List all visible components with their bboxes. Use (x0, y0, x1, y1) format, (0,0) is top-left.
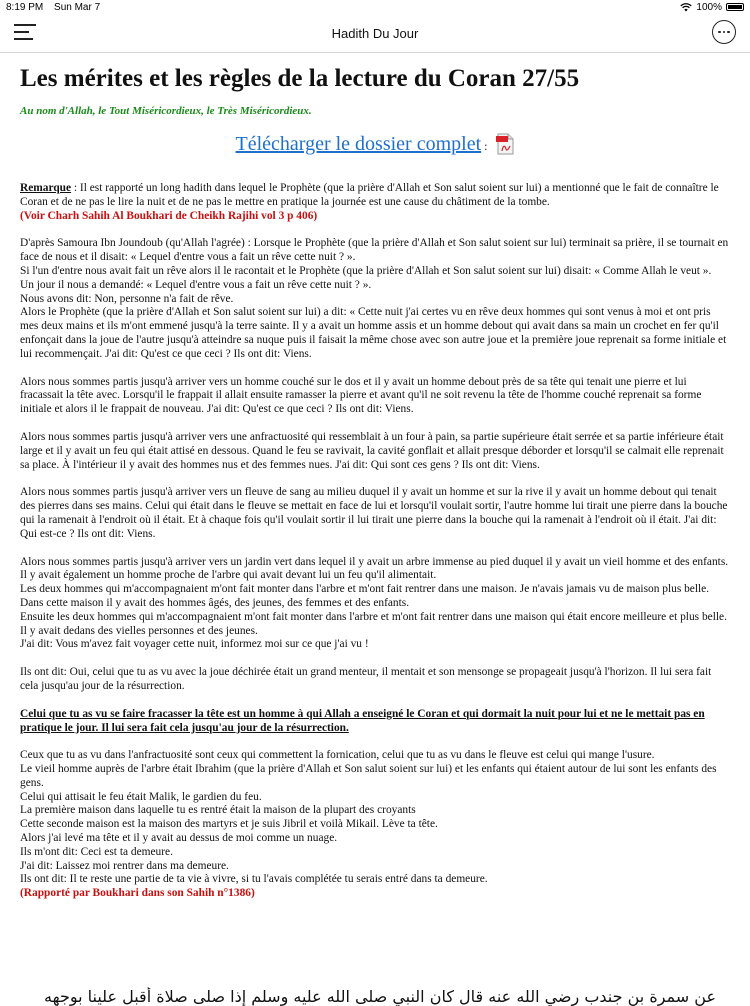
text-line: Celui qui attisait le feu était Malik, le gardien du feu. (20, 790, 262, 803)
text-line: Alors le Prophète (que la prière d'Allah et Son salut soient sur lui) a dit: « Cette nuit j'ai certes vu en rêve deux hommes qui sont venus à moi et ont pris mes deux mains et ils m'ont emmené jusqu'à la terre sainte. Il y a avait un homme assis et un homme debout qui avait dans sa main un crochet en fer qu'il enfonçait dans la joue de l'autre jusqu'à atteindre sa nuque puis il faisait la même chose avec son autre joue et la première joue reprenait sa forme initiale et lui recommençait. J'ai dit: Qu'est ce que ceci ? Ils ont dit: Viens. (20, 306, 727, 360)
text-line: Alors nous sommes partis jusqu'à arriver vers un jardin vert dans lequel il y avait un arbre immense au pied duquel il y avait un vieil homme et des enfants. Il y avait également un homme proche de l'arbre qui avait devant lui un feu qu'il alimentait. (20, 555, 729, 582)
paragraph-stone: Alors nous sommes partis jusqu'à arriver vers un homme couché sur le dos et il y avait un homme debout près de sa tête qui tenait une pierre et lui fracassait la tête avec. Lorsqu'il le frappait il allait ensuite ramasser la pierre et avant qu'il ne soit revenu la tête de l'homme couché reprenait sa forme initiale et alors il le frappait de nouveau. J'ai dit: Qu'est ce que ceci ? Ils ont dit: Viens. (20, 375, 702, 416)
article-content (0, 53, 750, 901)
remark-reference: (Voir Charh Sahih Al Boukhari de Cheikh Rajihi vol 3 p 406) (20, 209, 318, 222)
text-line: Nous avons dit: Non, personne n'a fait de rêve. (20, 292, 234, 305)
paragraph-remark (20, 182, 730, 223)
download-suffix: : (481, 139, 488, 153)
download-link[interactable]: Télécharger le dossier complet (235, 133, 482, 155)
remark-text: : Il est rapporté un long hadith dans lequel le Prophète (que la prière d'Allah et Son salut soient sur lui) a mentionné que le fait de connaître le Coran et de ne pas le lire la nuit et de ne pas le mettre en pratique la journée est une cause du châtiment de la tombe. (20, 182, 719, 208)
text-line: D'après Samoura Ibn Joundoub (qu'Allah l'agrée) : Lorsque le Prophète (que la prière d'Allah et Son salut soient sur lui) terminait sa prière, il se tournait en face de nous et il disait: « Lequel d'entre vous a fait un rêve cette nuit ? ». (20, 237, 729, 264)
battery-percent: 100% (696, 1, 722, 13)
wifi-icon (680, 3, 692, 12)
battery-fill (728, 5, 742, 9)
battery-icon (726, 3, 744, 11)
text-line: Alors j'ai levé ma tête et il y avait au dessus de moi comme un nuage. (20, 832, 338, 845)
paragraph-explanation: Ils ont dit: Oui, celui que tu as vu avec la joue déchirée était un grand menteur, il mentait et son mensonge se propageait jusqu'à l'horizon. Il lui sera fait cela jusqu'au jour de la résurrection. (20, 666, 712, 692)
text-line: Le vieil homme auprès de l'arbre était Ibrahim (que la prière d'Allah et Son salut soient sur lui) et les enfants qui étaient autour de lui sont les enfants des gens. (20, 763, 717, 789)
text-line: Ils m'ont dit: Ceci est ta demeure. (20, 845, 173, 858)
status-bar (0, 0, 750, 14)
status-time: 8:19 PM (6, 1, 44, 13)
paragraph-conclusion (20, 749, 730, 901)
text-line: Ils ont dit: Il te reste une partie de ta vie à vivre, si tu l'avais complétée tu serais entré dans ta demeure. (20, 873, 488, 886)
paragraph-hadith-intro (20, 237, 730, 361)
text-line: Cette seconde maison est la maison des martyrs et je suis Jibril et voilà Mikail. Lève ta tête. (20, 818, 438, 831)
nav-bar (0, 14, 750, 53)
paragraph-quran-emphasis: Celui que tu as vu se faire fracasser la tête est un homme à qui Allah a enseigné le Coran et qui dormait la nuit pour lui et ne le mettait pas en pratique le jour. Il lui sera fait cela jusqu'au jour de la résurrection. (20, 707, 705, 734)
download-row (20, 133, 730, 156)
paragraph-garden (20, 556, 730, 653)
paragraph-river: Alors nous sommes partis jusqu'à arriver vers un fleuve de sang au milieu duquel il y avait un homme et sur la rive il y avait un homme debout qui tenait des pierres dans ses mains. Celui qui était dans le fleuve se mettait en face de lui et lorsqu'il voulait sortir, l'autre homme lui tirait une pierre dans la bouche qui la ramenait à l'endroit où il était. Et à chaque fois qu'il voulait sortir il lui tirait une pierre dans la bouche qui la ramenait à l'endroit où il était. J'ai dit: Qui est-ce ? Ils ont dit: Viens. (20, 486, 728, 540)
more-options-icon[interactable] (712, 20, 736, 44)
text-line: Les deux hommes qui m'accompagnaient m'ont fait monter dans l'arbre et m'ont fait rentrer dans une maison. Je n'avais jamais vu de maison plus belle. Dans cette maison il y avait des hommes âgés, des jeunes, des femmes et des enfants. (20, 583, 710, 609)
conclusion-reference: (Rapporté par Boukhari dans son Sahih n°1386) (20, 887, 255, 900)
article-title: Les mérites et les règles de la lecture du Coran 27/55 (20, 65, 580, 92)
text-line: La première maison dans laquelle tu es rentré était la maison de la plupart des croyants (20, 804, 416, 817)
text-line: Ensuite les deux hommes qui m'accompagnaient m'ont fait monter dans l'arbre et m'ont fait rentrer dans une maison qui était encore meilleure et plus belle. Il y avait dedans des vielles personnes et des jeunes. (20, 610, 727, 637)
article-intro: Au nom d'Allah, le Tout Miséricordieux, le Très Miséricordieux. (20, 105, 312, 117)
text-line: Ceux que tu as vu dans l'anfractuosité sont ceux qui commettent la fornication, celui que tu as vu dans le fleuve est celui qui mange l'usure. (20, 749, 655, 762)
text-line: Un jour il nous a demandé: « Lequel d'entre vous a fait un rêve cette nuit ? ». (20, 278, 372, 291)
text-line: Si l'un d'entre nous avait fait un rêve alors il le racontait et le Prophète (que la prière d'Allah et Son salut soient sur lui) disait: « Comme Allah le veut ». (20, 264, 712, 277)
nav-title: Hadith Du Jour (331, 25, 419, 41)
paragraph-oven: Alors nous sommes partis jusqu'à arriver vers une anfractuosité qui ressemblait à un four à pain, sa partie supérieure était serrée et sa partie inférieure était large et il y avait un feu qui était attisé en dessous. Quand le feu se ravivait, la cavité gonflait et allait presque déborder et lorsqu'il se calmait elle reprenait sa place. À l'intérieur il y avait des hommes nus et des femmes nues. J'ai dit: Qui sont ces gens ? Ils ont dit: Viens. (20, 430, 724, 471)
text-line: J'ai dit: Vous m'avez fait voyager cette nuit, informez moi sur ce que j'ai vu ! (20, 638, 369, 651)
pdf-icon[interactable] (496, 133, 514, 155)
remark-label: Remarque (20, 182, 72, 194)
arabic-text: عن سمرة بن جندب رضي الله عنه قال كان النبي صلى الله عليه وسلم إذا صلى صلاة أقبل علينا بوجهه (43, 987, 716, 1006)
menu-icon[interactable] (14, 24, 36, 42)
text-line: J'ai dit: Laissez moi rentrer dans ma demeure. (20, 859, 229, 872)
status-date: Sun Mar 7 (54, 1, 101, 13)
